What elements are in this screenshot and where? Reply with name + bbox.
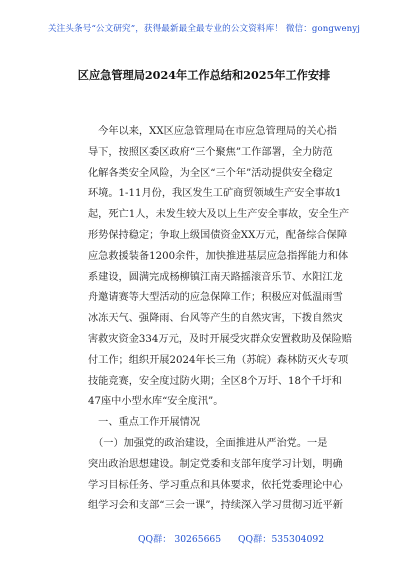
body-line: 化解各类安全风险，为全区“三个年”活动提供安全稳定 <box>88 167 333 179</box>
body-line: 47座中小型水库“安全度汛”。 <box>88 396 224 408</box>
document-body <box>88 122 352 517</box>
body-line: 舟邀请赛等大型活动的应急保障工作；积极应对低温雨雪 <box>88 292 343 304</box>
body-line: 害救灾资金334万元，及时开展受灾群众安置救助及保险赔 <box>88 333 352 345</box>
footer-qq-group-1: QQ群： 30265665 <box>138 534 222 545</box>
document-title: 区应急管理局2024年工作总结和2025年工作安排 <box>77 68 331 82</box>
section-heading: 一、重点工作开展情况 <box>88 417 201 429</box>
body-line: 系建设，圆满完成杨柳镇江南天路摇滚音乐节、水阳江龙 <box>88 271 343 283</box>
body-line: （一）加强党的政治建设，全面推进从严治党。一是 <box>88 437 328 449</box>
body-line: 导下，按照区委区政府“三个聚焦”工作部署，全力防范 <box>88 146 333 158</box>
footer-qq-group-2: QQ群：535304092 <box>238 534 325 545</box>
body-line: 应急救援装备1200余件，加快推进基层应急指挥能力和体 <box>88 250 349 262</box>
body-line: 技能竞赛，安全度过防火期；全区8个万圩、18个千圩和 <box>88 375 342 387</box>
body-line: 组学习会和支部“三会一课”，持续深入学习贯彻习近平新 <box>88 500 343 512</box>
body-line: 起，死亡1人，未发生较大及以上生产安全事故，安全生产 <box>88 209 350 221</box>
body-line: 学习目标任务、学习重点和具体要求，依托党委理论中心 <box>88 479 343 491</box>
body-line: 环境。1-11月份，我区发生工矿商贸领域生产安全事故1 <box>88 188 342 200</box>
body-line: 突出政治思想建设。制定党委和支部年度学习计划，明确 <box>88 458 343 470</box>
body-line: 形势保持稳定；争取上级国债资金XX万元，配备综合保障 <box>88 229 348 241</box>
body-line: 今年以来，XX区应急管理局在市应急管理局的关心指 <box>88 126 337 137</box>
body-line: 冰冻天气、强降雨、台风等产生的自然灾害，下拨自然灾 <box>88 313 343 325</box>
header-banner: 关注头条号“公文研究”，获得最新最全最专业的公文资料库！ 微信：gongwenyj <box>47 24 361 34</box>
body-line: 付工作；组织开展2024年长三角（苏皖）森林防灭火专项 <box>88 354 349 366</box>
